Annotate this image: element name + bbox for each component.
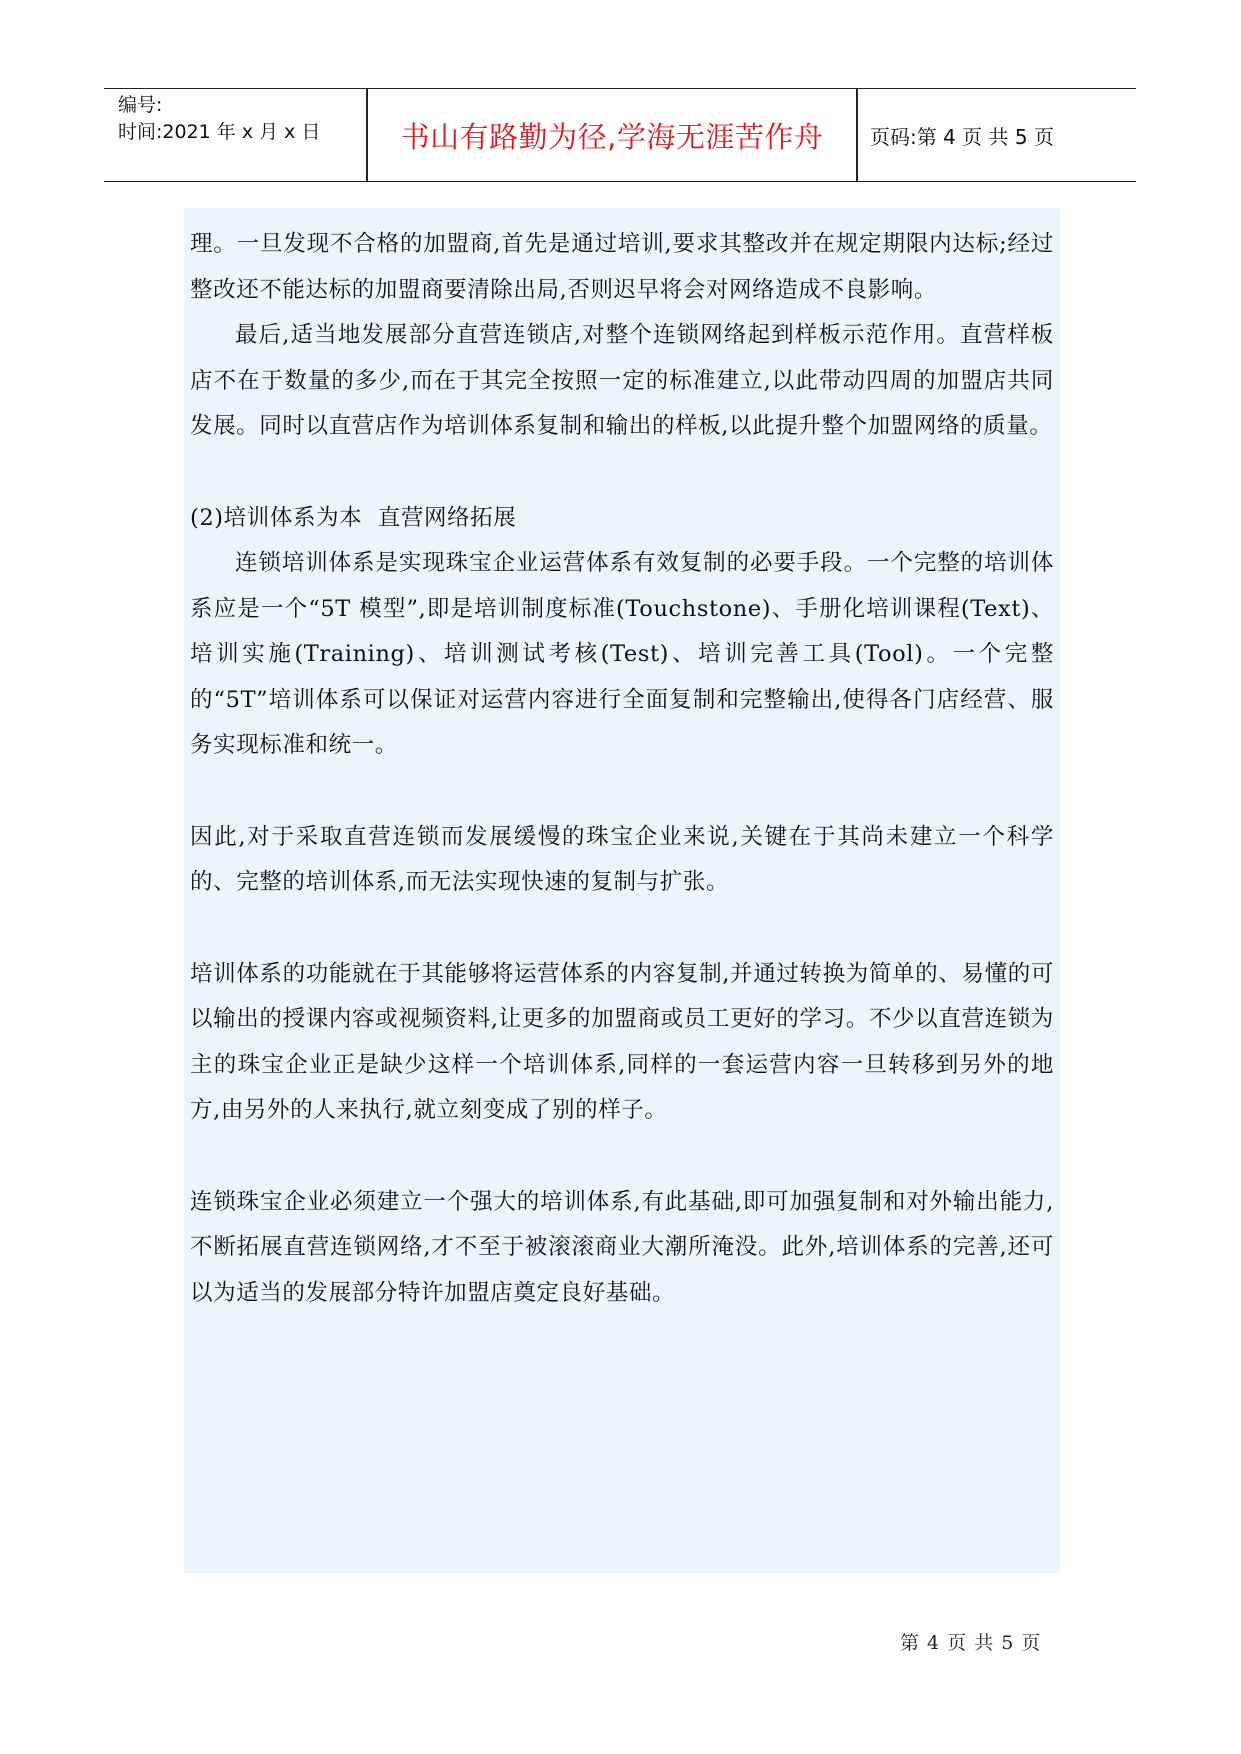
section-heading: (2)培训体系为本 直营网络拓展 [190,504,517,531]
time-label: 时间:2021 年 x 月 x 日 [118,121,321,143]
header-divider [856,89,858,181]
header-motto: 书山有路勤为径,学海无涯苦作舟 [400,119,824,154]
paragraph: 因此,对于采取直营连锁而发展缓慢的珠宝企业来说,关键在于其尚未建立一个科学的、完整的培训体系,而无法实现快速的复制与扩张。 [190,823,1054,895]
paragraph: 连锁培训体系是实现珠宝企业运营体系有效复制的必要手段。一个完整的培训体系应是一个“5T 模型”,即是培训制度标准(Touchstone)、手册化培训课程(Text)、培训实施(Training)、培训测试考核(Test)、培训完善工具(Tool)。一个完整的“5T”培训体系可以保证对运营内容进行全面复制和完整输出,使得各门店经营、服务实现标准和统一。 [190,550,1054,758]
paragraph: 连锁珠宝企业必须建立一个强大的培训体系,有此基础,即可加强复制和对外输出能力,不断拓展直营连锁网络,才不至于被滚滚商业大潮所淹没。此外,培训体系的完善,还可以为适当的发展部分特许加盟店奠定良好基础。 [190,1188,1054,1306]
paragraph-gap [190,1134,1054,1180]
header-meta [118,92,320,146]
paragraph: 理。一旦发现不合格的加盟商,首先是通过培训,要求其整改并在规定期限内达标;经过整改还不能达标的加盟商要清除出局,否则迟早将会对网络造成不良影响。 [190,231,1054,303]
code-label: 编号: [118,94,163,116]
paragraph-gap [190,769,1054,815]
paragraph: 最后,适当地发展部分直营连锁店,对整个连锁网络起到样板示范作用。直营样板店不在于数量的多少,而在于其完全按照一定的标准建立,以此带动四周的加盟店共同发展。同时以直营店作为培训体系复制和输出的样板,以此提升整个加盟网络的质量。 [190,322,1054,439]
document-body [184,208,1060,1573]
page-header [104,88,1136,182]
paragraph-gap [190,450,1054,496]
header-page-label: 页码:第 4 页 共 5 页 [870,124,1054,149]
paragraph-gap [190,906,1054,952]
page-footer-number: 第 4 页 共 5 页 [900,1632,1042,1654]
paragraph: 培训体系的功能就在于其能够将运营体系的内容复制,并通过转换为简单的、易懂的可以输出的授课内容或视频资料,让更多的加盟商或员工更好的学习。不少以直营连锁为主的珠宝企业正是缺少这样一个培训体系,同样的一套运营内容一旦转移到另外的地方,由另外的人来执行,就立刻变成了别的样子。 [190,960,1054,1123]
